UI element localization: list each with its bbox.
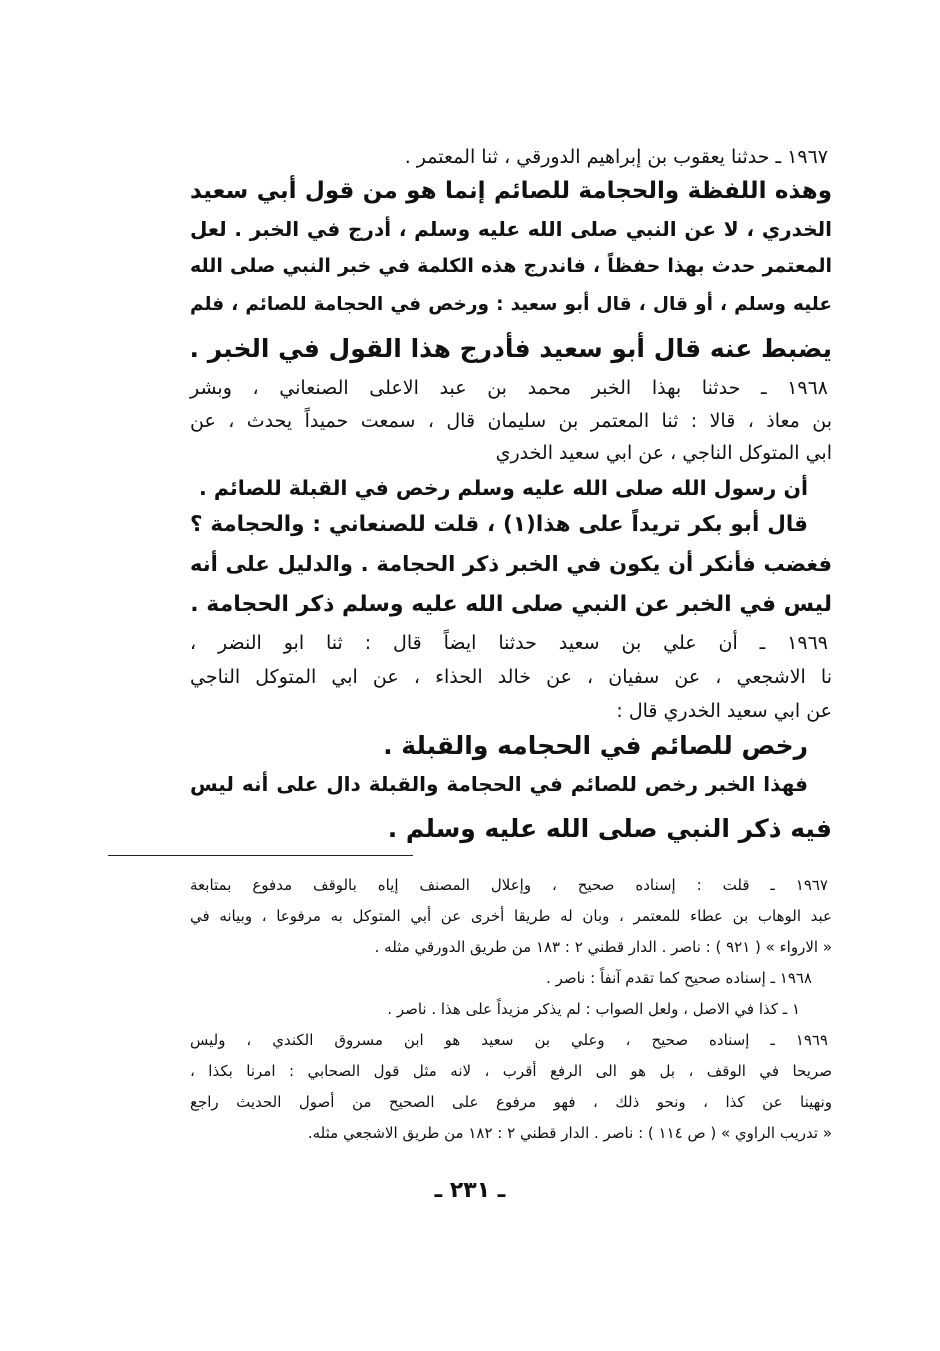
footnote-line: ١ ـ كذا في الاصل ، ولعل الصواب : لم يذكر مزيداً على هذا . ناصر . <box>387 1000 800 1018</box>
body-line: قال أبو بكر تريداً على هذا(١) ، قلت للصنعاني : والحجامة ؟ <box>190 512 808 537</box>
footnote-line: ١٩٦٩ ـ إسناده صحيح ، وعلي بن سعيد هو ابن مسروق الكندي ، وليس <box>190 1031 828 1049</box>
hadith-1968-chain: ١٩٦٨ ـ حدثنا بهذا الخبر محمد بن عبد الاعلى الصنعاني ، وبشر <box>190 377 828 399</box>
footnote-line: « تدريب الراوي » ( ص ١١٤ ) : ناصر . الدار قطني ٢ : ١٨٢ من طريق الاشجعي مثله. <box>307 1124 832 1142</box>
body-line: فهذا الخبر رخص للصائم في الحجامة والقبلة دال على أنه ليس <box>190 772 808 796</box>
body-line: يضبط عنه قال أبو سعيد فأدرج هذا القول في الخبر . <box>189 334 832 363</box>
footnote-line: ١٩٦٨ ـ إسناده صحيح كما تقدم آنفاً : ناصر . <box>546 969 812 987</box>
footnote-line: ونهينا عن كذا ، ونحو ذلك ، فهو مرفوع على الصحيح من أصول الحديث راجع <box>190 1093 832 1111</box>
body-line: المعتمر حدث بهذا حفظاً ، فاندرج هذه الكلمة في خبر النبي صلى الله <box>190 255 832 277</box>
body-line: وهذه اللفظة والحجامة للصائم إنما هو من قول أبي سعيد <box>190 178 832 204</box>
body-line: الخدري ، لا عن النبي صلى الله عليه وسلم ، أدرج في الخبر . لعل <box>190 217 832 241</box>
footnote-line: عبد الوهاب بن عطاء للمعتمر ، وبان له طريقا أخرى عن أبي المتوكل به مرفوعا ، وبيانه في <box>190 907 832 925</box>
footnote-line: « الارواء » ( ٩٢١ ) : ناصر . الدار قطني ٢ : ١٨٣ من طريق الدورقي مثله . <box>374 938 832 956</box>
footnote-line: صريحا في الوقف ، بل هو الى الرفع أقرب ، لانه مثل قول الصحابي : امرنا بكذا ، <box>190 1062 832 1080</box>
hadith-1968-chain: ابي المتوكل الناجي ، عن ابي سعيد الخدري <box>495 442 832 464</box>
page-number: ـ ٢٣١ ـ <box>434 1178 506 1203</box>
footnote-line: ١٩٦٧ ـ قلت : إسناده صحيح ، وإعلال المصنف إياه بالوقف مدفوع بمتابعة <box>190 876 828 894</box>
body-line: فيه ذكر النبي صلى الله عليه وسلم . <box>387 814 832 843</box>
body-line: ليس في الخبر عن النبي صلى الله عليه وسلم ذكر الحجامة . <box>190 592 832 617</box>
hadith-1968-text: أن رسول الله صلى الله عليه وسلم رخص في القبلة للصائم . <box>199 476 808 500</box>
hadith-1969-text: رخص للصائم في الحجامه والقبلة . <box>383 731 808 760</box>
hadith-1969-chain: عن ابي سعيد الخدري قال : <box>616 700 832 722</box>
hadith-1969-chain: ١٩٦٩ ـ أن علي بن سعيد حدثنا ايضاً قال : ثنا ابو النضر ، <box>190 632 828 654</box>
hadith-1969-chain: نا الاشجعي ، عن سفيان ، عن خالد الحذاء ، عن ابي المتوكل الناجي <box>190 666 832 688</box>
body-line: فغضب فأنكر أن يكون في الخبر ذكر الحجامة . والدليل على أنه <box>190 552 832 576</box>
hadith-1967-chain: ١٩٦٧ ـ حدثنا يعقوب بن إبراهيم الدورقي ، ثنا المعتمر . <box>404 146 828 168</box>
footnote-divider <box>108 855 413 856</box>
body-line: عليه وسلم ، أو قال ، قال أبو سعيد : ورخص في الحجامة للصائم ، فلم <box>190 294 832 315</box>
hadith-1968-chain: بن معاذ ، قالا : ثنا المعتمر بن سليمان قال ، سمعت حميداً يحدث ، عن <box>190 410 832 432</box>
